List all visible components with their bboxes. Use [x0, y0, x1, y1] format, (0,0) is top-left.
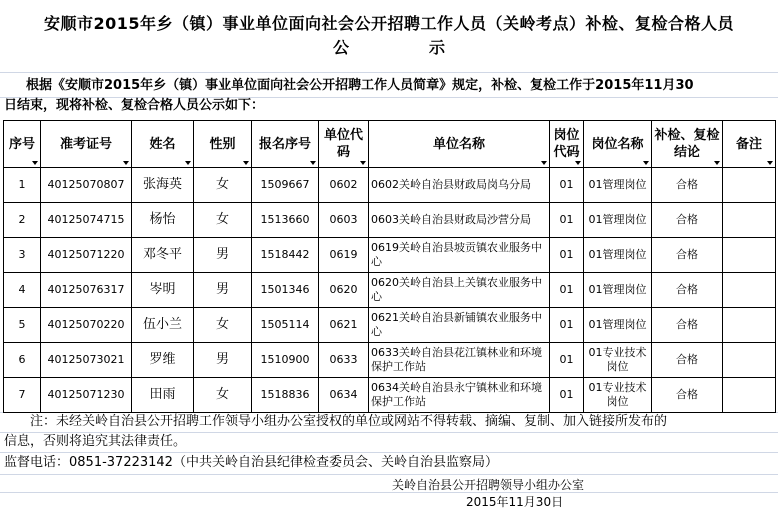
column-header[interactable]: 姓名: [132, 121, 194, 168]
note-line-2: 信息，否则将追究其法律责任。: [4, 434, 187, 449]
notice-title: [0, 12, 778, 60]
cell-name[interactable]: 田雨: [132, 378, 194, 413]
cell-post-name[interactable]: 01管理岗位: [584, 238, 652, 273]
cell-post-code[interactable]: 01: [550, 378, 584, 413]
cell-remark[interactable]: [723, 203, 776, 238]
cell-remark[interactable]: [723, 238, 776, 273]
cell-registration-number[interactable]: 1513660: [252, 203, 319, 238]
cell-registration-number[interactable]: 1518836: [252, 378, 319, 413]
filter-dropdown-icon[interactable]: [643, 161, 649, 165]
cell-post-code[interactable]: 01: [550, 308, 584, 343]
cell-index[interactable]: 6: [4, 343, 41, 378]
cell-result[interactable]: 合格: [652, 308, 723, 343]
cell-unit-code[interactable]: 0621: [319, 308, 369, 343]
cell-unit-name[interactable]: 0603关岭自治县财政局沙营分局: [369, 203, 550, 238]
gridline: [0, 474, 778, 475]
column-header[interactable]: 报名序号: [252, 121, 319, 168]
note-line-1: 注：未经关岭自治县公开招聘工作领导小组办公室授权的单位或网站不得转载、摘编、复制、加入链接所发布的: [30, 414, 668, 429]
cell-result[interactable]: 合格: [652, 238, 723, 273]
cell-result[interactable]: 合格: [652, 273, 723, 308]
filter-dropdown-icon[interactable]: [714, 161, 720, 165]
title-line-1: 安顺市2015年乡（镇）事业单位面向社会公开招聘工作人员（关岭考点）补检、复检合格人员: [43, 14, 735, 33]
cell-exam-number[interactable]: 40125074715: [41, 203, 132, 238]
cell-gender[interactable]: 女: [194, 378, 252, 413]
cell-registration-number[interactable]: 1510900: [252, 343, 319, 378]
cell-index[interactable]: 5: [4, 308, 41, 343]
intro-paragraph: [4, 76, 774, 116]
cell-index[interactable]: 2: [4, 203, 41, 238]
intro-line-1: 根据《安顺市2015年乡（镇）事业单位面向社会公开招聘工作人员简章》规定，补检、复检工作于2015年11月30: [26, 78, 694, 93]
cell-exam-number[interactable]: 40125071220: [41, 238, 132, 273]
cell-unit-name[interactable]: 0634关岭自治县永宁镇林业和环境保护工作站: [369, 378, 550, 413]
cell-remark[interactable]: [723, 168, 776, 203]
column-header[interactable]: 岗位名称: [584, 121, 652, 168]
cell-unit-code[interactable]: 0603: [319, 203, 369, 238]
cell-name[interactable]: 岑明: [132, 273, 194, 308]
cell-post-code[interactable]: 01: [550, 168, 584, 203]
cell-registration-number[interactable]: 1509667: [252, 168, 319, 203]
cell-registration-number[interactable]: 1505114: [252, 308, 319, 343]
filter-dropdown-icon[interactable]: [243, 161, 249, 165]
table-row: [4, 238, 776, 273]
cell-remark[interactable]: [723, 378, 776, 413]
cell-post-name[interactable]: 01管理岗位: [584, 168, 652, 203]
cell-unit-name[interactable]: 0633关岭自治县花江镇林业和环境保护工作站: [369, 343, 550, 378]
cell-post-name[interactable]: 01管理岗位: [584, 273, 652, 308]
table-row: [4, 308, 776, 343]
cell-index[interactable]: 4: [4, 273, 41, 308]
cell-post-code[interactable]: 01: [550, 238, 584, 273]
filter-dropdown-icon[interactable]: [32, 161, 38, 165]
cell-registration-number[interactable]: 1518442: [252, 238, 319, 273]
gridline: [0, 492, 778, 493]
filter-dropdown-icon[interactable]: [575, 161, 581, 165]
cell-remark[interactable]: [723, 273, 776, 308]
cell-exam-number[interactable]: 40125073021: [41, 343, 132, 378]
cell-unit-code[interactable]: 0620: [319, 273, 369, 308]
cell-remark[interactable]: [723, 343, 776, 378]
filter-dropdown-icon[interactable]: [360, 161, 366, 165]
cell-name[interactable]: 罗维: [132, 343, 194, 378]
column-header[interactable]: 单位代码: [319, 121, 369, 168]
table-row: [4, 273, 776, 308]
table-row: [4, 378, 776, 413]
qualified-candidates-table: [3, 120, 776, 413]
cell-unit-code[interactable]: 0602: [319, 168, 369, 203]
copyright-note: [4, 412, 774, 452]
cell-exam-number[interactable]: 40125070220: [41, 308, 132, 343]
cell-unit-code[interactable]: 0633: [319, 343, 369, 378]
cell-index[interactable]: 3: [4, 238, 41, 273]
cell-registration-number[interactable]: 1501346: [252, 273, 319, 308]
cell-post-code[interactable]: 01: [550, 203, 584, 238]
cell-post-name[interactable]: 01管理岗位: [584, 308, 652, 343]
issuer-name: 关岭自治县公开招聘领导小组办公室: [392, 478, 585, 492]
supervision-phone: 监督电话：0851-37223142（中共关岭自治县纪律检查委员会、关岭自治县监察局）: [4, 455, 498, 470]
cell-gender[interactable]: 女: [194, 308, 252, 343]
cell-exam-number[interactable]: 40125070807: [41, 168, 132, 203]
cell-name[interactable]: 张海英: [132, 168, 194, 203]
cell-name[interactable]: 邓冬平: [132, 238, 194, 273]
cell-result[interactable]: 合格: [652, 343, 723, 378]
cell-gender[interactable]: 男: [194, 238, 252, 273]
cell-exam-number[interactable]: 40125076317: [41, 273, 132, 308]
cell-post-code[interactable]: 01: [550, 343, 584, 378]
table-header-row: [4, 121, 776, 168]
filter-dropdown-icon[interactable]: [185, 161, 191, 165]
cell-post-name[interactable]: 01管理岗位: [584, 203, 652, 238]
cell-result[interactable]: 合格: [652, 378, 723, 413]
column-header[interactable]: 单位名称: [369, 121, 550, 168]
filter-dropdown-icon[interactable]: [123, 161, 129, 165]
column-header[interactable]: 备注: [723, 121, 776, 168]
cell-unit-name[interactable]: 0620关岭自治县上关镇农业服务中心: [369, 273, 550, 308]
table-row: [4, 203, 776, 238]
column-header[interactable]: 准考证号: [41, 121, 132, 168]
cell-gender[interactable]: 女: [194, 168, 252, 203]
intro-line-2: 日结束，现将补检、复检合格人员公示如下：: [4, 98, 265, 113]
cell-result[interactable]: 合格: [652, 168, 723, 203]
cell-unit-name[interactable]: 0621关岭自治县新铺镇农业服务中心: [369, 308, 550, 343]
cell-unit-name[interactable]: 0602关岭自治县财政局岗乌分局: [369, 168, 550, 203]
filter-dropdown-icon[interactable]: [767, 161, 773, 165]
cell-unit-code[interactable]: 0619: [319, 238, 369, 273]
table-row: [4, 168, 776, 203]
filter-dropdown-icon[interactable]: [310, 161, 316, 165]
cell-exam-number[interactable]: 40125071230: [41, 378, 132, 413]
cell-result[interactable]: 合格: [652, 203, 723, 238]
title-line-2: 公示: [332, 38, 525, 57]
cell-gender[interactable]: 男: [194, 273, 252, 308]
cell-remark[interactable]: [723, 308, 776, 343]
cell-unit-code[interactable]: 0634: [319, 378, 369, 413]
cell-post-name[interactable]: 01专业技术岗位: [584, 343, 652, 378]
cell-post-name[interactable]: 01专业技术岗位: [584, 378, 652, 413]
cell-gender[interactable]: 男: [194, 343, 252, 378]
column-header[interactable]: 性别: [194, 121, 252, 168]
cell-unit-name[interactable]: 0619关岭自治县坡贡镇农业服务中心: [369, 238, 550, 273]
filter-dropdown-icon[interactable]: [541, 161, 547, 165]
cell-name[interactable]: 杨怡: [132, 203, 194, 238]
column-header[interactable]: 岗位代码: [550, 121, 584, 168]
column-header[interactable]: 序号: [4, 121, 41, 168]
gridline: [0, 72, 778, 73]
issue-date: 2015年11月30日: [466, 495, 564, 509]
cell-name[interactable]: 伍小兰: [132, 308, 194, 343]
cell-gender[interactable]: 女: [194, 203, 252, 238]
cell-index[interactable]: 1: [4, 168, 41, 203]
column-header[interactable]: 补检、复检结论: [652, 121, 723, 168]
cell-post-code[interactable]: 01: [550, 273, 584, 308]
cell-index[interactable]: 7: [4, 378, 41, 413]
table-row: [4, 343, 776, 378]
